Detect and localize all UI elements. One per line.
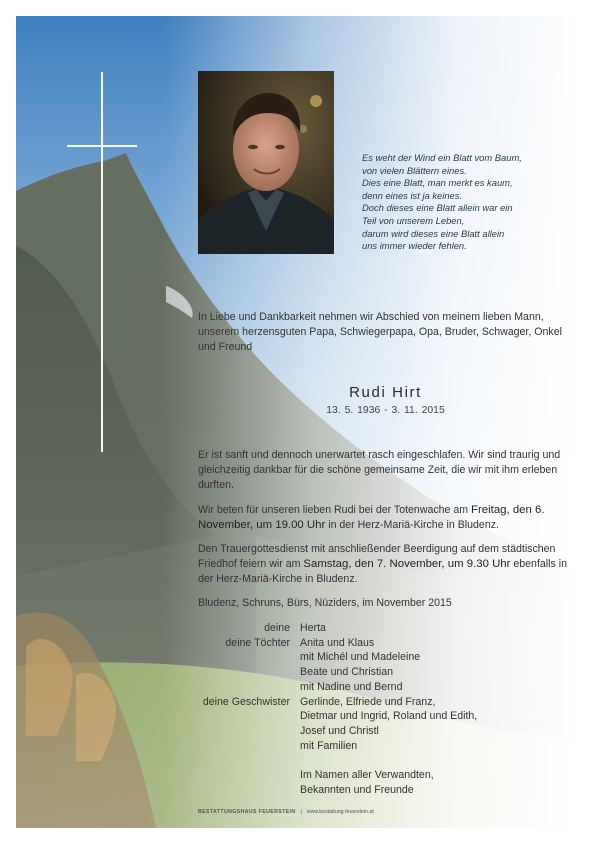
mourner-relation xyxy=(198,739,300,754)
mourner-relation: deine Töchter xyxy=(225,636,290,649)
mourner-relation xyxy=(198,650,300,665)
mourner-relation: deine xyxy=(264,622,290,634)
mourner-row xyxy=(198,621,573,636)
funeral-home-name: BESTATTUNGSHAUS FEUERSTEIN xyxy=(198,809,296,815)
closing-indent xyxy=(198,768,300,783)
mourner-relation xyxy=(198,709,300,724)
poem-line: uns immer wieder fehlen. xyxy=(362,240,467,252)
funeral-service-paragraph xyxy=(198,542,573,587)
mourner-row xyxy=(198,709,573,724)
funeral-text-start: Den Trauergottesdienst mit anschließender Beerdigung auf dem städtischen Friedhof feiern wir am xyxy=(198,543,556,570)
wake-date-time: Freitag, den 6. November, um 19.00 Uhr xyxy=(198,504,545,531)
mourner-names: Dietmar und Ingrid, Roland und Edith, xyxy=(300,710,478,723)
mourner-names: mit Familien xyxy=(300,739,358,752)
cross-vertical-bar xyxy=(101,72,103,452)
obituary-card xyxy=(16,16,580,828)
mourner-names: Beate und Christian xyxy=(300,666,394,679)
cross-horizontal-bar xyxy=(67,145,137,147)
mourner-row xyxy=(198,650,573,665)
closing-row xyxy=(198,783,573,798)
mourner-row xyxy=(198,739,573,754)
wake-paragraph xyxy=(198,503,573,533)
mourner-row xyxy=(198,724,573,739)
mourner-row xyxy=(198,680,573,695)
wake-text-start: Wir beten für unseren lieben Rudi bei der Totenwache am xyxy=(198,504,472,516)
mourner-relation xyxy=(198,680,300,695)
funeral-home-website: www.bestattung-feuerstein.at xyxy=(306,809,374,815)
mourner-names: Josef und Christl xyxy=(300,724,379,737)
spacer xyxy=(198,753,573,768)
memorial-poem xyxy=(362,152,572,253)
mourner-names: mit Nadine und Bernd xyxy=(300,680,403,693)
intro-text: In Liebe und Dankbarkeit nehmen wir Abschied von meinem lieben Mann, unserem herzensguten Papa, Schwiegerpapa, Opa, Bruder, Schwager, Onkel und Freund xyxy=(198,311,562,353)
place-and-date: Bludenz, Schruns, Bürs, Nüziders, im November 2015 xyxy=(198,597,452,609)
mourner-relation xyxy=(198,724,300,739)
closing-line: Bekannten und Freunde xyxy=(300,783,414,796)
closing-indent xyxy=(198,783,300,798)
closing-line: Im Namen aller Verwandten, xyxy=(300,769,434,782)
mourner-names: Herta xyxy=(300,622,326,634)
poem-line: von vielen Blättern eines. xyxy=(362,164,467,176)
mourner-names: Gerlinde, Elfriede und Franz, xyxy=(300,695,436,708)
deceased-name: Rudi Hirt xyxy=(349,384,422,401)
poem-line: Doch dieses eine Blatt allein war ein xyxy=(362,202,513,214)
funeral-date-time: Samstag, den 7. November, um 9.30 Uhr xyxy=(303,558,511,570)
mourner-row xyxy=(198,665,573,680)
mourner-row xyxy=(198,636,573,651)
mourner-names: mit Michél und Madeleine xyxy=(300,651,421,664)
poem-line: Es weht der Wind ein Blatt vom Baum, xyxy=(362,152,522,163)
closing-row xyxy=(198,768,573,783)
footer xyxy=(198,809,578,815)
mourner-relation xyxy=(198,665,300,680)
funeral-text-end: ebenfalls in der Herz-Mariä-Kirche in Bludenz. xyxy=(198,558,567,585)
life-dates: 13. 5. 1936 - 3. 11. 2015 xyxy=(326,405,445,416)
mourner-names: Anita und Klaus xyxy=(300,636,375,649)
poem-line: darum wird dieses eine Blatt allein xyxy=(362,227,505,239)
poem-line: Dies eine Blatt, man merkt es kaum, xyxy=(362,177,513,189)
mourner-row xyxy=(198,695,573,710)
wake-text-end: in der Herz-Mariä-Kirche in Bludenz. xyxy=(325,519,499,531)
footer-separator: | xyxy=(300,809,302,815)
poem-line: denn eines ist ja keines. xyxy=(362,189,463,201)
portrait-photo xyxy=(198,71,334,254)
mourners-list xyxy=(198,621,573,797)
poem-line: Teil von unserem Leben, xyxy=(362,214,465,226)
farewell-paragraph: Er ist sanft und dennoch unerwartet rasch eingeschlafen. Wir sind traurig und gleichzeitig dankbar für die schöne gemeinsame Zeit, die wir mit ihm erleben durften. xyxy=(198,449,561,491)
mourner-relation: deine Geschwister xyxy=(202,695,290,708)
